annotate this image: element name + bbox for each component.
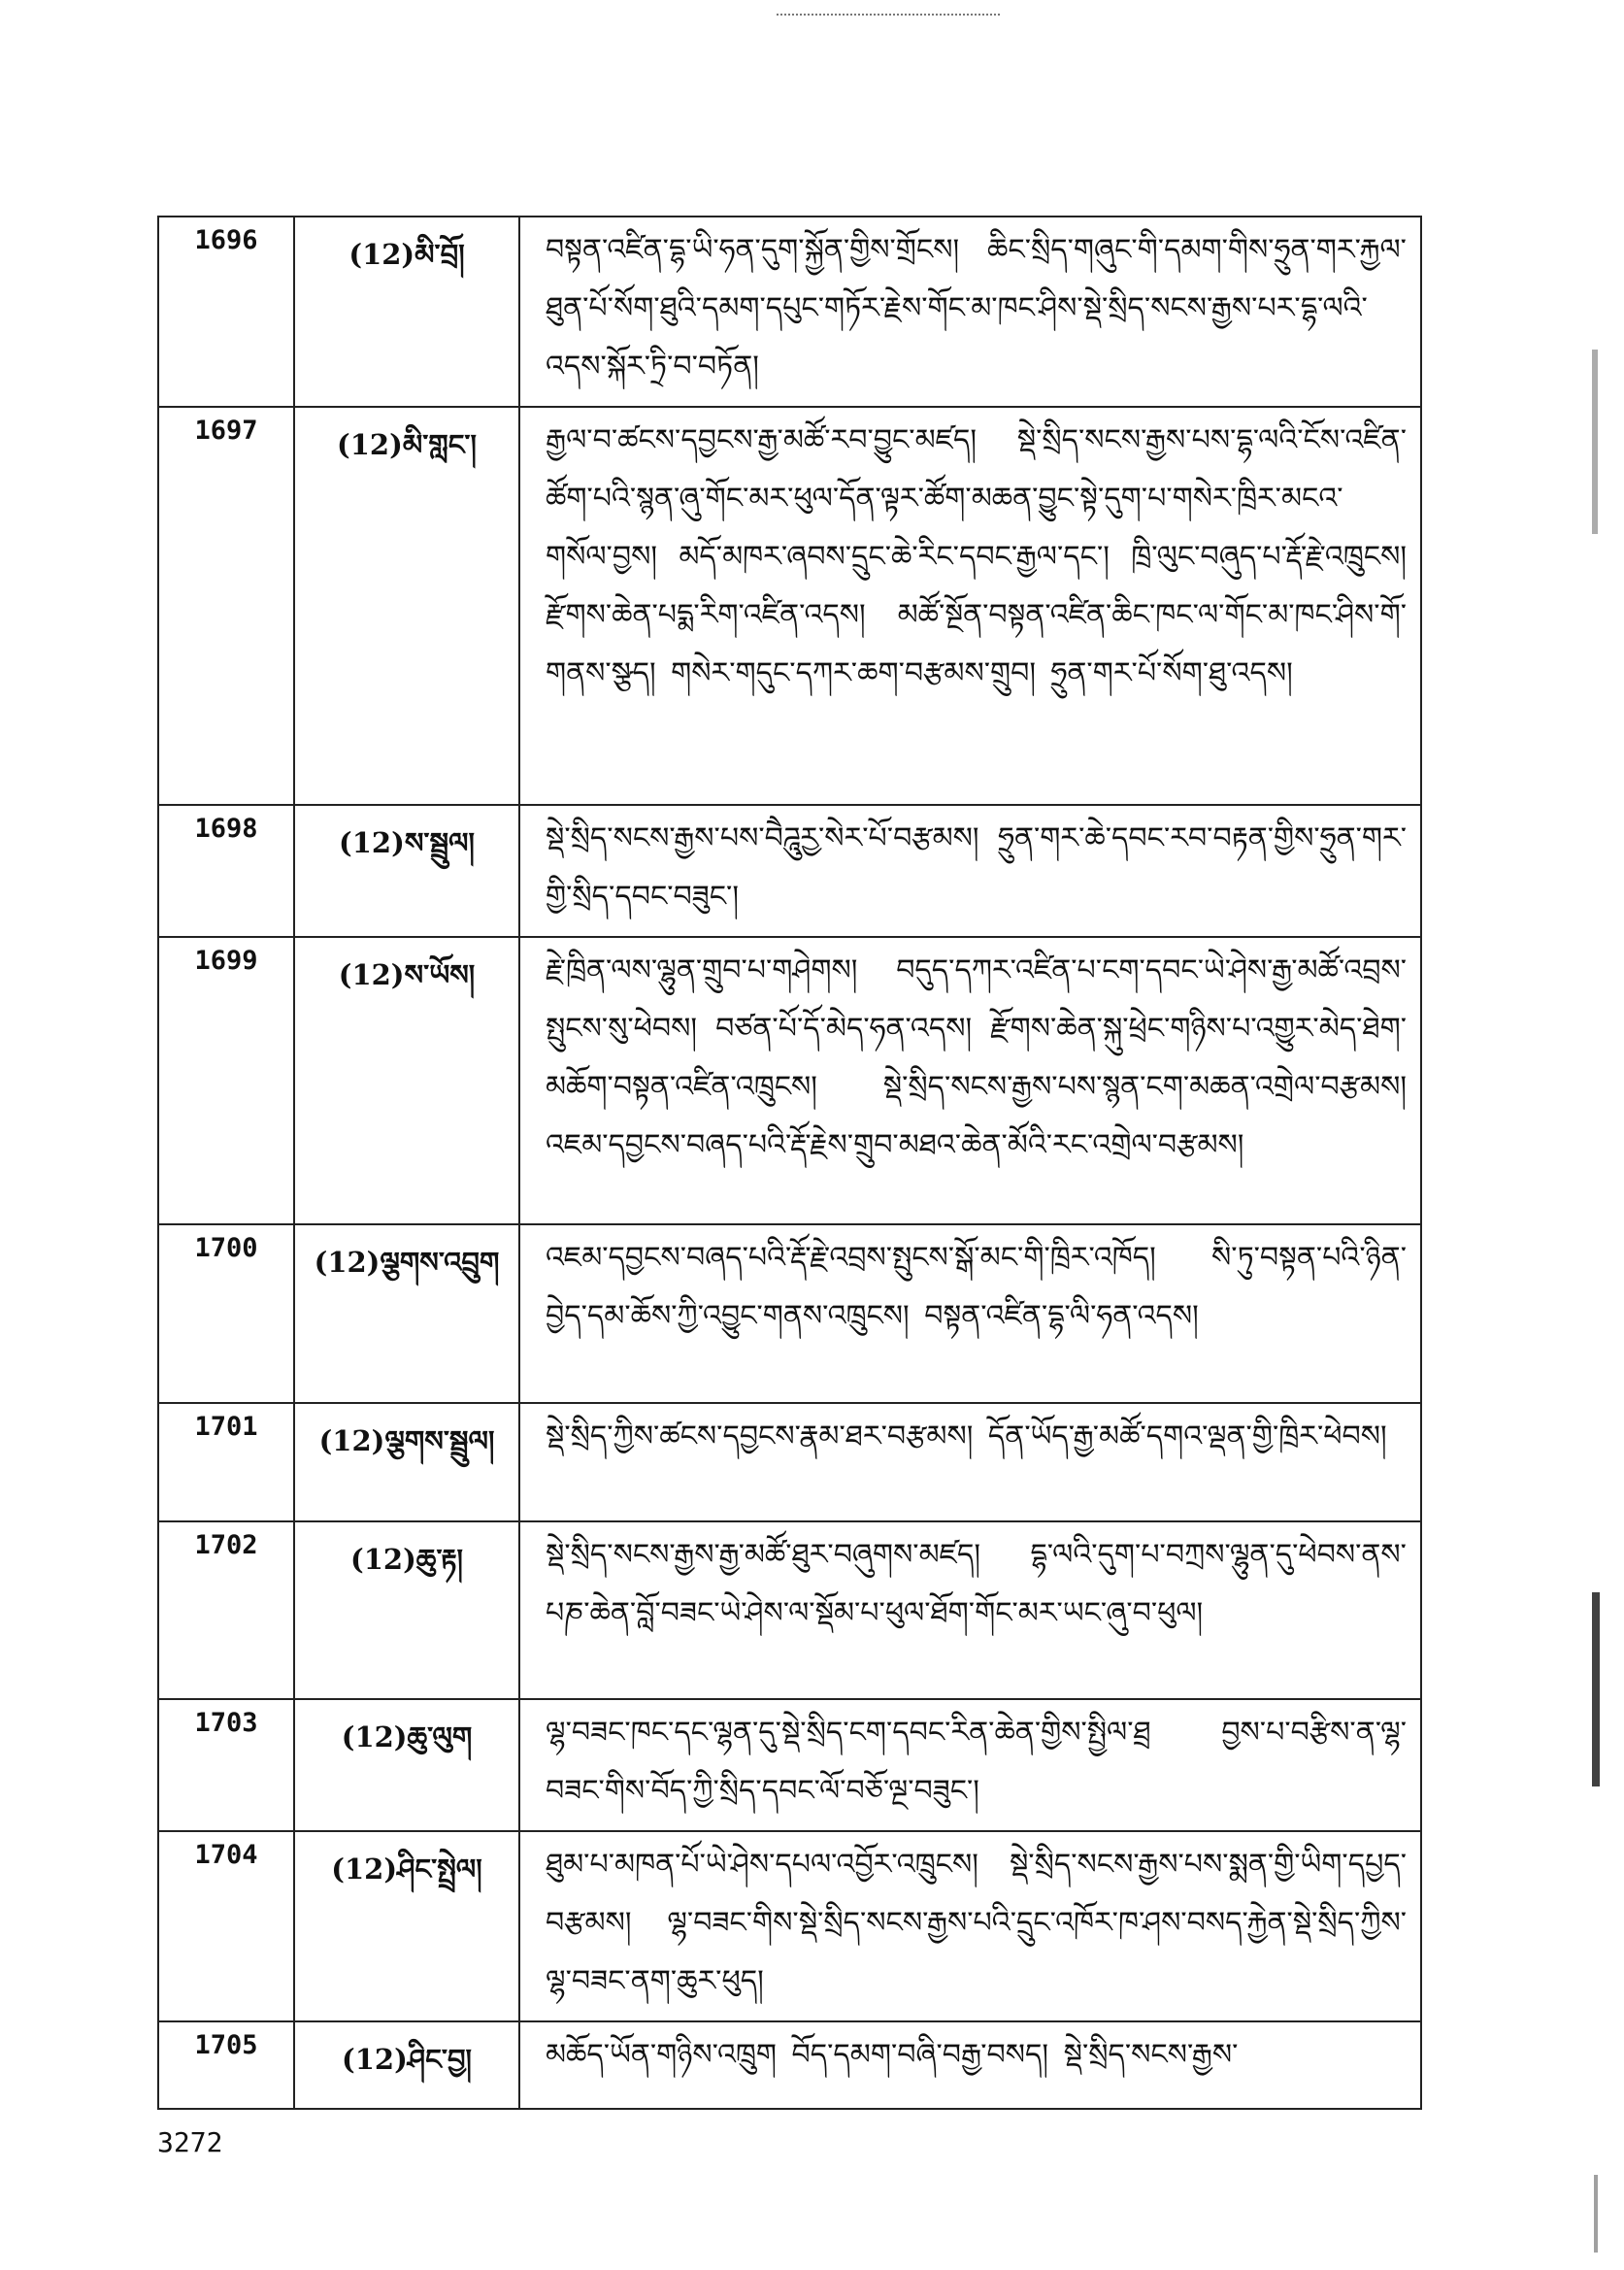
entry-text: འཇམ་དབྱངས་བཞད་པའི་རྡོ་རྗེ་འབྲས་སྤུངས་སྒོ་མང་གི་ཁྲིར་འཁོད། སི་ཏུ་བསྟན་པའི་ཉིན་བྱེད་དམ་ཆོས་ཀྱི་འབྱུང་གནས་འཁྲུངས། བསྟན་འཛིན་དྷ་ལི་ཧན་འདས།	[519, 1224, 1421, 1403]
entry-text: སྡེ་སྲིད་སངས་རྒྱས་རྒྱ་མཚོ་ཐུར་བཞུགས་མཛད། དྷ་ལའི་དུག་པ་བཀྲས་ལྷུན་དུ་ཕེབས་ནས་པཎ་ཆེན་བློ་བཟང་ཡེ་ཤེས་ལ་སྡོམ་པ་ཕུལ་ཐོག་གོང་མར་ཡང་ཞུ་བ་ཕུལ།	[519, 1521, 1421, 1699]
entry-year: 1701	[158, 1403, 294, 1521]
entry-year: 1702	[158, 1521, 294, 1699]
entry-headword: (12)མི་བྲོ།	[294, 217, 519, 407]
table-row	[158, 1831, 1421, 2021]
entry-text: སྡེ་སྲིད་ཀྱིས་ཚངས་དབྱངས་རྣམ་ཐར་བརྩམས། དོན་ཡོད་རྒྱ་མཚོ་དགའ་ལྡན་གྱི་ཁྲིར་ཕེབས།	[519, 1403, 1421, 1521]
entry-headword: (12)ལྕགས་སྦྲུལ།	[294, 1403, 519, 1521]
table-row	[158, 407, 1421, 805]
entry-text: སྡེ་སྲིད་སངས་རྒྱས་པས་བཻཌཱུརྱ་སེར་པོ་བརྩམས། ཧྲུན་གར་ཆེ་དབང་རབ་བརྟན་གྱིས་ཧྲུན་གར་གྱི་སྲིད་དབང་བཟུང་།	[519, 805, 1421, 937]
table-row	[158, 1699, 1421, 1831]
entry-headword: (12)ཆུ་ལུག	[294, 1699, 519, 1831]
entry-text: རྗེ་ཁྲིན་ལས་ལྷུན་གྲུབ་པ་གཤེགས། བདུད་དཀར་འཛིན་པ་ངག་དབང་ཡེ་ཤེས་རྒྱ་མཚོ་འབྲས་སྤུངས་སུ་ཕེབས། བཙན་པོ་དོ་མེད་ཧན་འདས། རྫོགས་ཆེན་སྐུ་ཕྲེང་གཉིས་པ་འགྱུར་མེད་ཐེག་མཆོག་བསྟན་འཛིན་འཁྲུངས། སྡེ་སྲིད་སངས་རྒྱས་པས་སྙན་ངག་མཆན་འགྲེལ་བརྩམས། འཇམ་དབྱངས་བཞད་པའི་རྡོ་རྗེས་གྲུབ་མཐའ་ཆེན་མོའི་རང་འགྲེལ་བརྩམས།	[519, 937, 1421, 1224]
top-dotted-rule	[777, 14, 1000, 16]
table-row	[158, 2021, 1421, 2109]
entry-headword: (12)ས་སྦྲུལ།	[294, 805, 519, 937]
entry-text: མཆོད་ཡོན་གཉིས་འཁྲུག བོད་དམག་བཞི་བརྒྱ་བསད། སྡེ་སྲིད་སངས་རྒྱས་	[519, 2021, 1421, 2109]
table-row	[158, 937, 1421, 1224]
table-row	[158, 1224, 1421, 1403]
table-row	[158, 1403, 1421, 1521]
entry-text: བསྟན་འཛིན་དྷ་ཡི་ཧན་དུག་སྐྱོན་གྱིས་གྲོངས། ཆིང་སྲིད་གཞུང་གི་དམག་གིས་ཧྲུན་གར་རྐྱལ་ཐུན་པོ་སོག་ཐུའི་དམག་དཔུང་གཏོར་རྗེས་གོང་མ་ཁང་ཤིས་སྡེ་སྲིད་སངས་རྒྱས་པར་དྷ་ལའི་འདས་སྐོར་ཏྲི་བ་བཏོན།	[519, 217, 1421, 407]
page-number: 3272	[157, 2126, 223, 2158]
entry-year: 1704	[158, 1831, 294, 2021]
entry-headword: (12)ཤིང་བྱ།	[294, 2021, 519, 2109]
chronology-table	[157, 216, 1422, 2110]
entry-headword: (12)ཤིང་སྤྲེལ།	[294, 1831, 519, 2021]
table-row	[158, 805, 1421, 937]
entry-headword: (12)མི་གླང་།	[294, 407, 519, 805]
entry-year: 1705	[158, 2021, 294, 2109]
entry-year: 1699	[158, 937, 294, 1224]
entry-text: ལྷ་བཟང་ཁང་དང་ལྷན་དུ་སྡེ་སྲིད་ངག་དབང་རིན་ཆེན་གྱིས་སྤྱིལ་ཐྲ བྱས་པ་བརྩིས་ན་ལྷ་བཟང་གིས་བོད་ཀྱི་སྲིད་དབང་ལོ་བཅོ་ལྔ་བཟུང་།	[519, 1699, 1421, 1831]
entry-year: 1700	[158, 1224, 294, 1403]
entry-text: རྒྱལ་བ་ཚངས་དབྱངས་རྒྱ་མཚོ་རབ་བྱུང་མཛད། སྡེ་སྲིད་སངས་རྒྱས་པས་དྷ་ལའི་ངོས་འཛིན་ཚོག་པའི་སྙན་ཞུ་གོང་མར་ཕུལ་དོན་ལྟར་ཚོག་མཆན་བྱུང་སྟེ་དུག་པ་གསེར་ཁྲིར་མངའ་གསོལ་བྱས། མདོ་མཁར་ཞབས་དྲུང་ཆེ་རིང་དབང་རྒྱལ་དང་། ཁྲི་ལུང་བཞུད་པ་རྡོ་རྗེ་འཁྲུངས། རྫོགས་ཆེན་པདྨ་རིག་འཛིན་འདས། མཚོ་སྔོན་བསྟན་འཛིན་ཆིང་ཁང་ལ་གོང་མ་ཁང་ཤིས་གོ་གནས་སྩད། གསེར་གདུང་དཀར་ཆག་བརྩམས་གྲུབ། ཧྲུན་གར་པོ་སོག་ཐུ་འདས།	[519, 407, 1421, 805]
scan-margin-mark	[1594, 2175, 1598, 2253]
entry-year: 1697	[158, 407, 294, 805]
table-row	[158, 217, 1421, 407]
entry-headword: (12)ལྕགས་འབྲུག	[294, 1224, 519, 1403]
entry-headword: (12)ས་ཡོས།	[294, 937, 519, 1224]
entry-year: 1703	[158, 1699, 294, 1831]
scan-margin-mark	[1592, 1592, 1600, 1786]
entry-headword: (12)ཆུ་རྟ།	[294, 1521, 519, 1699]
entry-year: 1696	[158, 217, 294, 407]
entry-text: ཐུམ་པ་མཁན་པོ་ཡེ་ཤེས་དཔལ་འབྱོར་འཁྲུངས། སྡེ་སྲིད་སངས་རྒྱས་པས་སྨན་གྱི་ཡིག་དཔྱད་བརྩམས། ལྷ་བཟང་གིས་སྡེ་སྲིད་སངས་རྒྱས་པའི་དྲུང་འཁོར་ཁ་ཤས་བསད་རྐྱེན་སྡེ་སྲིད་ཀྱིས་ལྷ་བཟང་ནག་ཆུར་ཕུད།	[519, 1831, 1421, 2021]
table-row	[158, 1521, 1421, 1699]
entry-year: 1698	[158, 805, 294, 937]
scan-margin-mark	[1592, 350, 1598, 534]
